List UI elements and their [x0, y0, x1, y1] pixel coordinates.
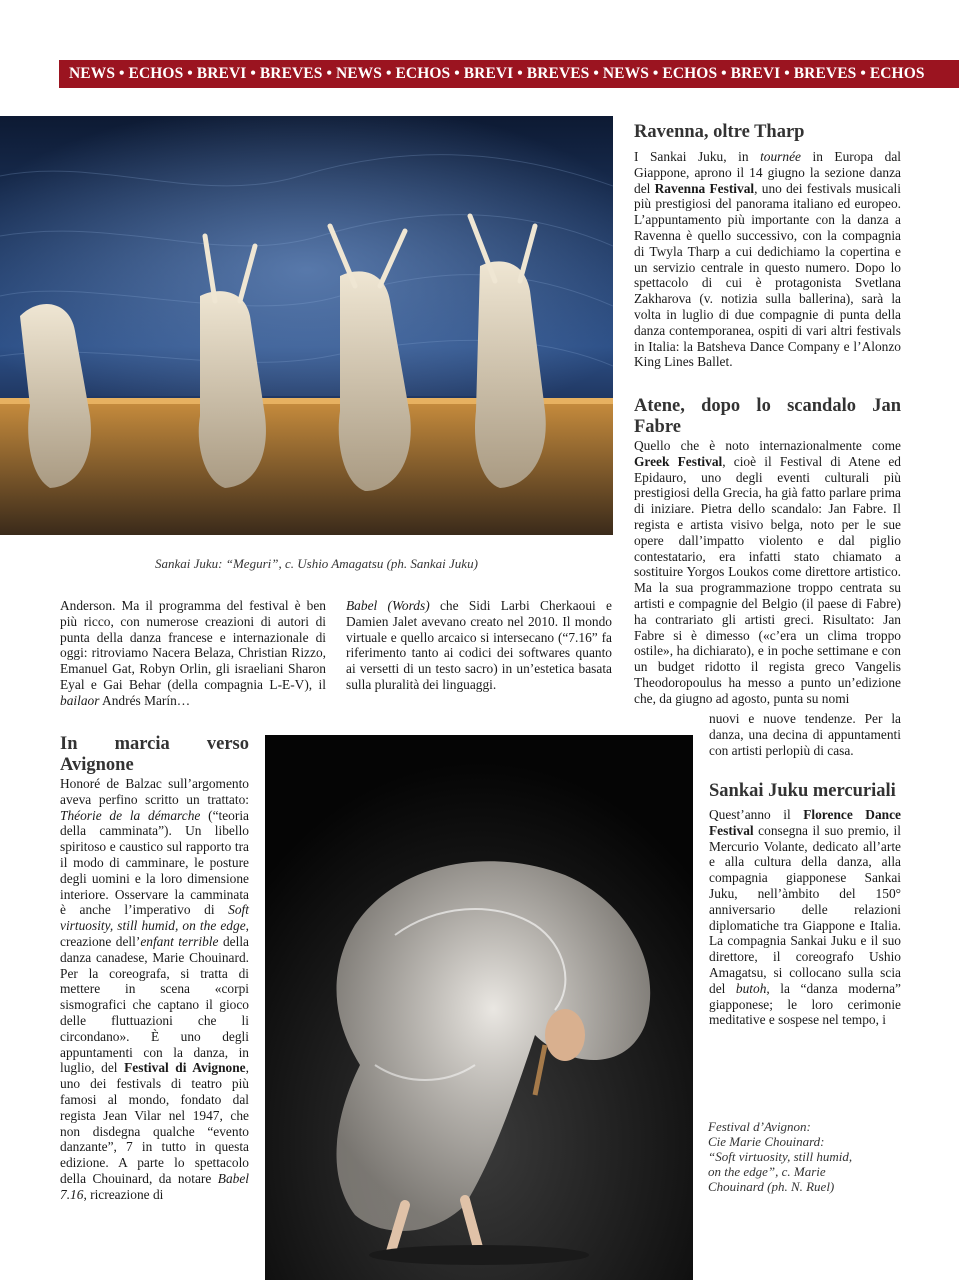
continuation-left: Anderson. Ma il programma del festival è ben più ricco, con numerose creazioni di autori di punta della danza francese e internazionale di oggi: ritroviamo Nacera Belaza, Christian Rizzo, Emanuel Gat, Robyn Orlin, gli israeliani Sharon Eyal e Gai Behar (della compagnia L-E-V), il bailaor Andrés Marín… [60, 598, 326, 708]
heading-sankai: Sankai Juku mercuriali [709, 781, 896, 801]
heading-ravenna: Ravenna, oltre Tharp [634, 122, 805, 142]
photo-bottom-caption: Festival d’Avignon: Cie Marie Chouinard: “Soft virtuosity, still humid, on the edge”, c. Marie Chouinard (ph. N. Ruel) [708, 1119, 853, 1194]
heading-atene: Atene, dopo lo scandalo Jan Fabre [634, 396, 901, 437]
article-atene: Atene, dopo lo scandalo Jan Fabre Quello che è noto internazionalmente come Greek Festival, cioè il Festival di Atene ed Epidauro, uno degli eventi culturali più prestigiosi della Grecia, ha già fatto parlare prima di iniziare. Pietra dello scandalo: Jan Fabre. Il regista e artista visivo belga, noto per le sue opere dall’impatto violento e dal piglio contestatario, era infatti stato chiamato a sostituire Yorgos Loukos come direttore artistico. Ma la sua programmazione troppo centrata su artisti e compagnie del Belgio (il paese di Fabre) ha contrariato gli artisti greci. Risultato: Jan Fabre si è dimesso («c’era un clima troppo ostile», ha dichiarato), e in poche settimane e con un budget ridotto il regista greco Vangelis Theodoropoulus ha messo a punto un’edizione che, da giugno ad agosto, punta su nomi [634, 396, 901, 706]
heading-avignone: In marcia verso Avignone [60, 734, 249, 775]
article-sankai: Sankai Juku mercuriali Quest’anno il Florence Dance Festival consegna il suo premio, il Mercurio Volante, dedicato all’arte e alla cultura della danza, alla compagnia giapponese Sankai Juku, nell’àmbito del 150° anniversario delle relazioni diplomatiche tra Giappone e Italia. La compagnia Sankai Juku e il suo direttore, il coreografo Ushio Amagatsu, si collocano sulla scia del butoh, la “danza moderna” giapponese; le loro cerimonie meditative e sospese nel tempo, i [709, 781, 901, 1028]
continuation-middle: Babel (Words) che Sidi Larbi Cherkaoui e Damien Jalet avevano creato nel 2010. Il mondo virtuale e quello arcaico si intersecano (“7.16” fa riferimento tanto ai codici dei softwares quanto ai versetti di un testo sacro) in un’estetica basata sulla pluralità dei linguaggi. [346, 598, 612, 692]
article-ravenna: Ravenna, oltre Tharp I Sankai Juku, in tournée in Europa dal Giappone, aprono il 14 giugno la sezione danza del Ravenna Festival, uno dei festivals musicali più prestigiosi del panorama italiano ed europeo. L’appuntamento più importante con la danza a Ravenna è quello successivo, con la compagnia di Twyla Tharp a cui dedichiamo la copertina e un servizio centrale in questo numero. Dopo lo spettacolo di cui è protagonista Svetlana Zakharova (v. notizia sulla ballerina), sarà la volta in luglio di due compagnie di punta della danza contemporanea, ospiti di vari altri festivals in Italia: la Batsheva Dance Company e l’Alonzo King Lines Ballet. [634, 122, 901, 370]
photo-sankai-juku-meguri [0, 116, 613, 535]
article-atene-cont: nuovi e nuove tendenze. Per la danza, una decina di appuntamenti con artisti perlopiù di casa. [709, 711, 901, 758]
photo-marie-chouinard [265, 735, 693, 1280]
photo-top-caption: Sankai Juku: “Meguri”, c. Ushio Amagatsu (ph. Sankai Juku) [155, 556, 478, 571]
news-banner: NEWS • ECHOS • BREVI • BREVES • NEWS • ECHOS • BREVI • BREVES • NEWS • ECHOS • BREVI • BREVES • ECHOS [59, 60, 959, 88]
article-avignone: In marcia verso Avignone Honoré de Balzac sull’argomento aveva perfino scritto un trattato: Théorie de la démarche (“teoria della camminata”). Un libello spiritoso e caustico sul rapporto tra il modo di camminare, le posture degli uomini e la loro dimensione interiore. Osservare la camminata è anche l’imperativo di Soft virtuosity, still humid, on the edge, creazione dell’enfant terrible della danza canadese, Marie Chouinard. Per la coreografa, si tratta di mettere in scena «corpi sismografici che captano il gioco delle fluttuazioni che li circondano». È uno degli appuntamenti con la danza, in luglio, del Festival di Avignone, uno dei festivals di teatro più famosi al mondo, fondato dal regista Jean Vilar nel 1947, che non disdegna qualche “evento danzante”, 7 in tutto in questa edizione. A parte lo spettacolo della Chouinard, da notare Babel 7.16, ricreazione di [60, 734, 250, 1202]
